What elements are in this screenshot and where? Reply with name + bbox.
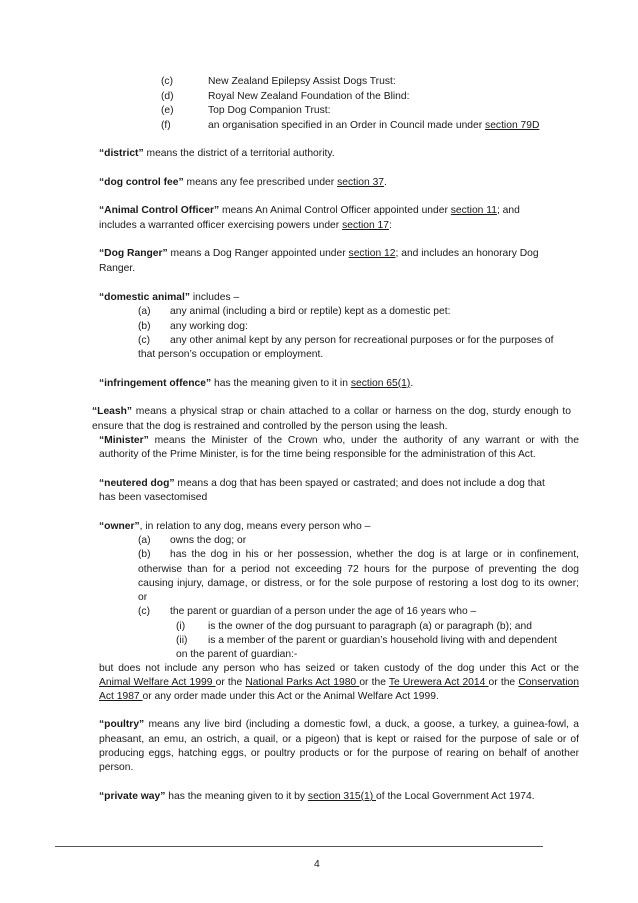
list-label: (c) bbox=[138, 606, 151, 617]
list-text: has the dog in his or her possession, whether the dog is at large or in confinement, bbox=[170, 549, 579, 560]
term: “poultry” bbox=[99, 719, 145, 730]
definition-neutered-dog: “neutered dog” means a dog that has been spayed or castrated; and does not include a dog that bbox=[99, 478, 545, 489]
list-text: any animal (including a bird or reptile) kept as a domestic pet: bbox=[170, 306, 451, 317]
list-label: (a) bbox=[138, 306, 151, 317]
definition-line: pheasant, an emu, an ostrich, a quail, or a pigeon) that is kept or raised for the purpose of sale or of bbox=[99, 734, 579, 745]
term: “Animal Control Officer” bbox=[99, 205, 220, 216]
section-link[interactable]: section 65(1) bbox=[350, 378, 411, 389]
term: “neutered dog” bbox=[99, 478, 175, 489]
term: “Leash” bbox=[92, 406, 133, 417]
definition-line: authority of the Prime Minister, is for the time being responsible for the administration of this Act. bbox=[99, 449, 536, 460]
list-text: the parent or guardian of a person under the age of 16 years who – bbox=[170, 606, 477, 617]
section-link[interactable]: section 17 bbox=[342, 220, 390, 231]
list-label: (ii) bbox=[176, 635, 188, 646]
list-text: otherwise than for a period not exceeding 72 hours for the purpose of preventing the dog bbox=[138, 564, 579, 575]
list-text: is the owner of the dog pursuant to paragraph (a) or paragraph (b); and bbox=[208, 621, 532, 632]
list-label: (c) bbox=[161, 76, 174, 87]
list-text: causing injury, damage, or distress, or for the sole purpose of restoring a lost dog to its owner; bbox=[138, 578, 579, 589]
definition-owner: “owner”, in relation to any dog, means every person who – bbox=[99, 521, 371, 532]
act-link[interactable]: Act 1987 bbox=[99, 691, 143, 702]
act-link[interactable]: Animal Welfare Act 1999 bbox=[99, 677, 216, 688]
list-label: (a) bbox=[138, 535, 151, 546]
act-link[interactable]: National Parks Act 1980 bbox=[245, 677, 360, 688]
list-label: (b) bbox=[138, 321, 151, 332]
list-text: an organisation specified in an Order in Council made under section 79D bbox=[208, 120, 540, 131]
section-link[interactable]: section 11 bbox=[450, 205, 497, 216]
term: “domestic animal” bbox=[99, 292, 190, 303]
footer-divider bbox=[55, 846, 543, 847]
list-text: Top Dog Companion Trust: bbox=[208, 105, 331, 116]
term: “dog control fee” bbox=[99, 177, 184, 188]
list-text: any other animal kept by any person for recreational purposes or for the purposes of bbox=[170, 335, 554, 346]
definition-dog-ranger: “Dog Ranger” means a Dog Ranger appointed under section 12; and includes an honorary Dog bbox=[99, 248, 539, 259]
page-number: 4 bbox=[314, 859, 320, 870]
term: “Minister” bbox=[99, 435, 149, 446]
definition-line: includes a warranted officer exercising powers under section 17: bbox=[99, 220, 392, 231]
section-link[interactable]: section 37 bbox=[337, 177, 385, 188]
definition-domestic-animal: “domestic animal” includes – bbox=[99, 292, 240, 303]
term: “district” bbox=[99, 148, 144, 159]
definition-dog-control-fee: “dog control fee” means any fee prescribed under section 37. bbox=[99, 177, 387, 188]
term: “infringement offence” bbox=[99, 378, 212, 389]
definition-line: Ranger. bbox=[99, 263, 136, 274]
definition-private-way: “private way” has the meaning given to it by section 315(1) of the Local Government Act 1974. bbox=[99, 791, 535, 802]
definition-line: but does not include any person who has seized or taken custody of the dog under this Act or the bbox=[99, 663, 579, 674]
list-label: (c) bbox=[138, 335, 151, 346]
section-link[interactable]: section 12 bbox=[348, 248, 396, 259]
act-link[interactable]: Te Urewera Act 2014 bbox=[388, 677, 489, 688]
list-label: (f) bbox=[161, 120, 171, 131]
definition-line: producing eggs, hatching eggs, or poultry products or for the purpose of rearing on behalf of another bbox=[99, 748, 579, 759]
list-label: (d) bbox=[161, 91, 174, 102]
list-text: New Zealand Epilepsy Assist Dogs Trust: bbox=[208, 76, 396, 87]
list-text: any working dog: bbox=[170, 321, 248, 332]
list-text: is a member of the parent or guardian’s household living with and dependent bbox=[208, 635, 557, 646]
list-text: that person’s occupation or employment. bbox=[138, 349, 324, 360]
list-text: or bbox=[138, 592, 148, 603]
section-link[interactable]: section 79D bbox=[485, 120, 540, 131]
list-text: owns the dog; or bbox=[170, 535, 247, 546]
definition-poultry: “poultry” means any live bird (including a domestic fowl, a duck, a goose, a turkey, a guinea-fowl, a bbox=[99, 719, 579, 730]
list-label: (e) bbox=[161, 105, 174, 116]
list-text: on the parent of guardian:- bbox=[176, 649, 298, 660]
section-link[interactable]: section 315(1) bbox=[307, 791, 377, 802]
definition-line: has been vasectomised bbox=[99, 492, 208, 503]
definition-line: Animal Welfare Act 1999 or the National Parks Act 1980 or the Te Urewera Act 2014 or the Conservation bbox=[99, 677, 579, 688]
act-link[interactable]: Conservation bbox=[518, 677, 579, 688]
definition-infringement-offence: “infringement offence” has the meaning given to it in section 65(1). bbox=[99, 378, 414, 389]
term: “Dog Ranger” bbox=[99, 248, 168, 259]
term: “private way” bbox=[99, 791, 166, 802]
list-text: Royal New Zealand Foundation of the Blind: bbox=[208, 91, 410, 102]
definition-line: person. bbox=[99, 762, 134, 773]
definition-district: “district” means the district of a territorial authority. bbox=[99, 148, 335, 159]
list-label: (b) bbox=[138, 549, 151, 560]
definition-animal-control-officer: “Animal Control Officer” means An Animal Control Officer appointed under section 11; and bbox=[99, 205, 520, 216]
definition-leash: “Leash” means a physical strap or chain attached to a collar or harness on the dog, sturdy enough to bbox=[92, 406, 571, 417]
definition-minister: “Minister” means the Minister of the Crown who, under the authority of any warrant or with the bbox=[99, 435, 579, 446]
list-label: (i) bbox=[176, 621, 186, 632]
definition-line: Act 1987 or any order made under this Act or the Animal Welfare Act 1999. bbox=[99, 691, 439, 702]
term: “owner” bbox=[99, 521, 140, 532]
definition-line: ensure that the dog is restrained and controlled by the person using the leash. bbox=[92, 421, 448, 432]
